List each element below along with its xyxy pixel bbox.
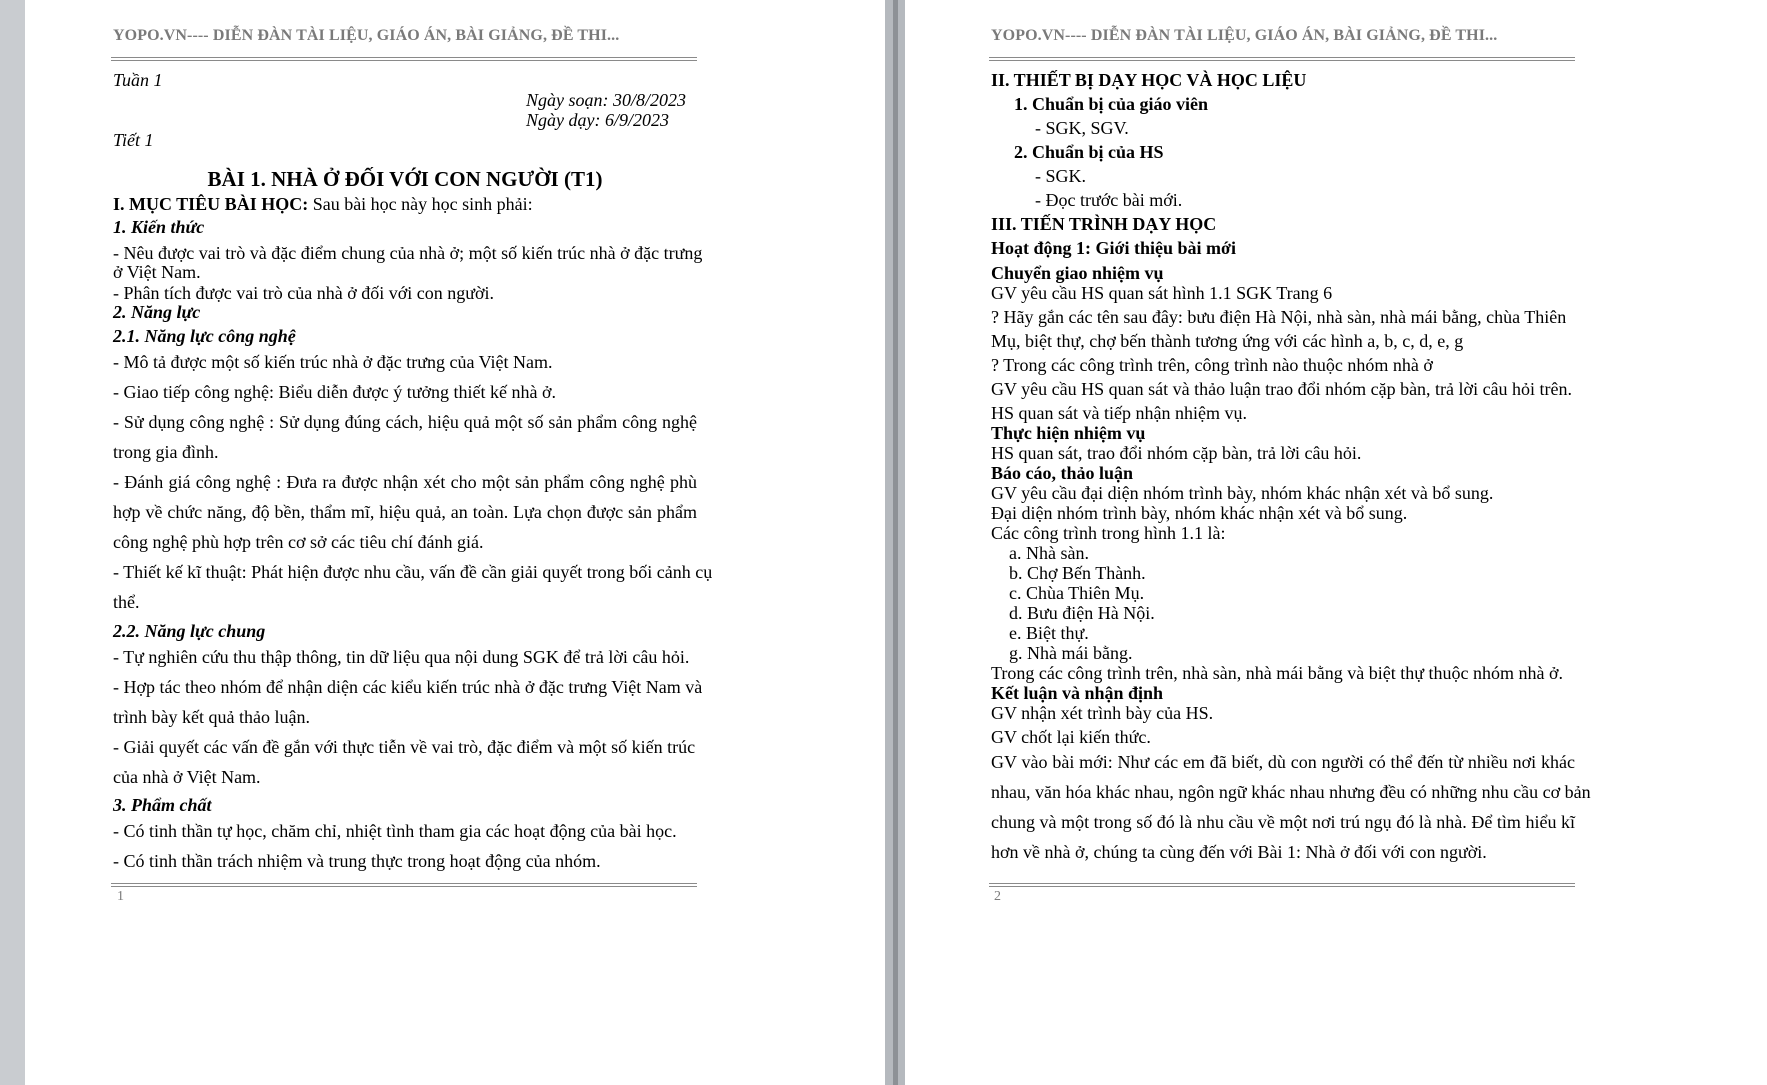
footer-rule (111, 883, 697, 884)
objectives-line (113, 194, 533, 214)
date-prepared: Ngày soạn: 30/8/2023 (526, 90, 686, 110)
general-ability-heading: 2.2. Năng lực chung (113, 621, 266, 641)
teacher-prep-heading: 1. Chuẩn bị của giáo viên (1014, 94, 1209, 114)
list-item (1009, 623, 1089, 643)
quality-item: - Có tinh thần tự học, chăm chỉ, nhiệt tình tham gia các hoạt động của bài học. (113, 821, 677, 841)
list-text: Nhà sàn. (1026, 543, 1089, 563)
intro-paragraph-line: GV vào bài mới: Như các em đã biết, dù con người có thể đến từ nhiều nơi khác (991, 752, 1575, 772)
period-label: Tiết 1 (113, 130, 154, 150)
knowledge-item: ở Việt Nam. (113, 262, 201, 282)
intro-paragraph-line: nhau, văn hóa khác nhau, ngôn ngữ khác nhau nhưng đều có những nhu cầu cơ bản (991, 782, 1591, 802)
list-text: Nhà mái bằng. (1027, 643, 1133, 663)
knowledge-item: - Nêu được vai trò và đặc điểm chung của nhà ở; một số kiến trúc nhà ở đặc trưng (113, 243, 703, 263)
tech-ability-heading: 2.1. Năng lực công nghệ (113, 326, 296, 346)
quality-heading: 3. Phẩm chất (113, 795, 212, 815)
tech-ability-item: - Thiết kế kĩ thuật: Phát hiện được nhu cầu, vấn đề cần giải quyết trong bối cảnh cụ (113, 562, 713, 582)
left-margin-area (0, 0, 25, 1085)
conclusion-line: GV chốt lại kiến thức. (991, 727, 1151, 747)
page-number: 1 (117, 889, 124, 904)
list-item (1009, 583, 1144, 603)
document-page-1[interactable] (25, 0, 885, 1085)
report-line: GV yêu cầu đại diện nhóm trình bày, nhóm khác nhận xét và bổ sung. (991, 483, 1494, 503)
footer-rule (111, 886, 697, 887)
list-item (1009, 563, 1146, 583)
list-marker: a. (1009, 543, 1022, 563)
tech-ability-item: - Sử dụng công nghệ : Sử dụng đúng cách, hiệu quả một số sản phẩm công nghệ (113, 412, 697, 432)
lesson-title: BÀI 1. NHÀ Ở ĐỐI VỚI CON NGƯỜI (T1) (207, 167, 603, 191)
task-line: GV yêu cầu HS quan sát hình 1.1 SGK Trang 6 (991, 283, 1333, 303)
conclusion-line: GV nhận xét trình bày của HS. (991, 703, 1214, 723)
page-header: YOPO.VN---- DIỄN ĐÀN TÀI LIỆU, GIÁO ÁN, BÀI GIẢNG, ĐỀ THI... (991, 27, 1498, 44)
task-assign-heading: Chuyển giao nhiệm vụ (991, 263, 1164, 283)
general-ability-item: của nhà ở Việt Nam. (113, 767, 261, 787)
task-line: HS quan sát và tiếp nhận nhiệm vụ. (991, 403, 1247, 423)
perform-line: HS quan sát, trao đổi nhóm cặp bàn, trả lời câu hỏi. (991, 443, 1362, 463)
knowledge-heading: 1. Kiến thức (113, 217, 205, 237)
list-text: Bưu điện Hà Nội. (1027, 603, 1155, 623)
tech-ability-item: hợp về chức năng, độ bền, thẩm mĩ, hiệu quả, an toàn. Lựa chọn được sản phẩm (113, 502, 697, 522)
process-heading: III. TIẾN TRÌNH DẠY HỌC (991, 214, 1217, 234)
knowledge-item: - Phân tích được vai trò của nhà ở đối với con người. (113, 283, 495, 303)
list-marker: d. (1009, 603, 1023, 623)
list-marker: c. (1009, 583, 1022, 603)
student-prep-item: - SGK. (1035, 166, 1087, 186)
tech-ability-item: công nghệ phù hợp trên cơ sở các tiêu chí đánh giá. (113, 532, 484, 552)
tech-ability-item: thể. (113, 592, 140, 612)
page-header: YOPO.VN---- DIỄN ĐÀN TÀI LIỆU, GIÁO ÁN, BÀI GIẢNG, ĐỀ THI... (113, 27, 620, 44)
list-item (1009, 643, 1132, 663)
report-line: Trong các công trình trên, nhà sàn, nhà mái bằng và biệt thự thuộc nhóm nhà ở. (991, 663, 1563, 683)
activity-heading: Hoạt động 1: Giới thiệu bài mới (991, 238, 1236, 258)
list-marker: g. (1009, 643, 1023, 663)
intro-paragraph-line: hơn về nhà ở, chúng ta cùng đến với Bài 1: Nhà ở đối với con người. (991, 842, 1487, 862)
general-ability-item: - Hợp tác theo nhóm để nhận diện các kiểu kiến trúc nhà ở đặc trưng Việt Nam và (113, 677, 703, 697)
quality-item: - Có tinh thần trách nhiệm và trung thực trong hoạt động của nhóm. (113, 851, 601, 871)
header-rule (989, 57, 1575, 58)
header-rule (111, 60, 697, 61)
task-line: GV yêu cầu HS quan sát và thảo luận trao đổi nhóm cặp bàn, trả lời câu hỏi trên. (991, 379, 1573, 399)
student-prep-item: - Đọc trước bài mới. (1035, 190, 1183, 210)
general-ability-item: - Giải quyết các vấn đề gắn với thực tiễn về vai trò, đặc điểm và một số kiến trúc (113, 737, 696, 757)
report-heading: Báo cáo, thảo luận (991, 463, 1134, 483)
header-rule (111, 57, 697, 58)
document-page-2[interactable] (905, 0, 1767, 1085)
objectives-intro: Sau bài học này học sinh phải: (308, 194, 533, 214)
list-text: Biệt thự. (1026, 623, 1089, 643)
equipment-heading: II. THIẾT BỊ DẠY HỌC VÀ HỌC LIỆU (991, 70, 1307, 90)
student-prep-heading: 2. Chuẩn bị của HS (1014, 142, 1164, 162)
general-ability-item: - Tự nghiên cứu thu thập thông, tin dữ liệu qua nội dung SGK để trả lời câu hỏi. (113, 647, 690, 667)
footer-rule (989, 883, 1575, 884)
tech-ability-item: - Giao tiếp công nghệ: Biểu diễn được ý tưởng thiết kế nhà ở. (113, 382, 556, 402)
objectives-heading: I. MỤC TIÊU BÀI HỌC: (113, 194, 309, 214)
perform-heading: Thực hiện nhiệm vụ (991, 423, 1146, 443)
list-marker: b. (1009, 563, 1023, 583)
general-ability-item: trình bày kết quả thảo luận. (113, 707, 310, 727)
task-line: ? Trong các công trình trên, công trình nào thuộc nhóm nhà ở (991, 355, 1433, 375)
tech-ability-item: - Đánh giá công nghệ : Đưa ra được nhận xét cho một sản phẩm công nghệ phù (113, 472, 697, 492)
teacher-prep-item: - SGK, SGV. (1035, 118, 1129, 138)
list-marker: e. (1009, 623, 1022, 643)
report-line: Các công trình trong hình 1.1 là: (991, 523, 1226, 543)
task-line: Mụ, biệt thự, chợ bến thành tương ứng với các hình a, b, c, d, e, g (991, 331, 1464, 351)
footer-rule (989, 886, 1575, 887)
week-label: Tuần 1 (113, 70, 163, 90)
conclusion-heading: Kết luận và nhận định (991, 683, 1164, 703)
intro-paragraph-line: chung và một trong số đó là nhu cầu về một nơi trú ngụ đó là nhà. Để tìm hiểu kĩ (991, 812, 1575, 832)
tech-ability-item: trong gia đình. (113, 442, 219, 462)
page-divider (893, 0, 898, 1085)
tech-ability-item: - Mô tả được một số kiến trúc nhà ở đặc trưng của Việt Nam. (113, 352, 553, 372)
page-number: 2 (994, 889, 1001, 904)
list-text: Chùa Thiên Mụ. (1026, 583, 1145, 603)
header-rule (989, 60, 1575, 61)
report-line: Đại diện nhóm trình bày, nhóm khác nhận xét và bổ sung. (991, 503, 1408, 523)
list-text: Chợ Bến Thành. (1027, 563, 1146, 583)
task-line: ? Hãy gắn các tên sau đây: bưu điện Hà Nội, nhà sàn, nhà mái bằng, chùa Thiên (991, 307, 1567, 327)
list-item (1009, 603, 1155, 623)
list-item (1009, 543, 1089, 563)
date-taught: Ngày dạy: 6/9/2023 (526, 110, 669, 130)
ability-heading: 2. Năng lực (113, 302, 201, 322)
